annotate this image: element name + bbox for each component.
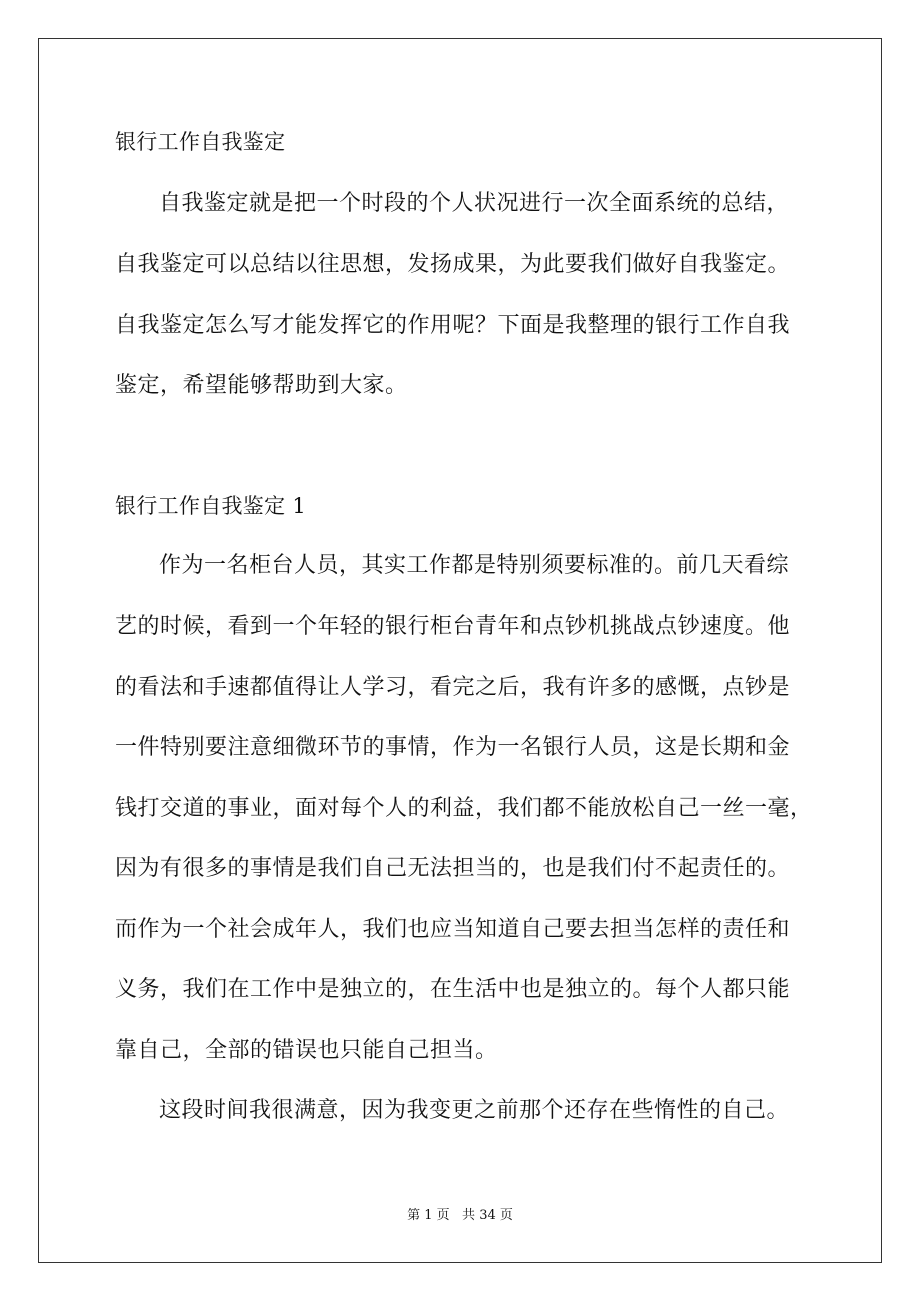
page-border xyxy=(38,38,882,1263)
intro-line: 自我鉴定怎么写才能发挥它的作用呢？下面是我整理的银行工作自我 xyxy=(115,313,791,338)
section-title: 银行工作自我鉴定 1 xyxy=(115,494,307,518)
paragraph-line: 靠自己，全部的错误也只能自己担当。 xyxy=(115,1038,498,1063)
paragraph-line: 艺的时候，看到一个年轻的银行柜台青年和点钞机挑战点钞速度。他 xyxy=(115,614,791,639)
paragraph-line: 作为一名柜台人员，其实工作都是特别须要标准的。前几天看综 xyxy=(159,553,790,578)
intro-line: 自我鉴定就是把一个时段的个人状况进行一次全面系统的总结， xyxy=(159,191,790,216)
intro-line: 鉴定，希望能够帮助到大家。 xyxy=(115,373,408,398)
paragraph-line: 钱打交道的事业，面对每个人的利益，我们都不能放松自己一丝一毫， xyxy=(115,796,813,821)
paragraph-line: 义务，我们在工作中是独立的，在生活中也是独立的。每个人都只能 xyxy=(115,977,791,1002)
paragraph-line: 的看法和手速都值得让人学习，看完之后，我有许多的感慨，点钞是 xyxy=(115,675,791,700)
paragraph-line: 而作为一个社会成年人，我们也应当知道自己要去担当怎样的责任和 xyxy=(115,917,791,942)
document-title: 银行工作自我鉴定 xyxy=(115,130,286,154)
paragraph-line: 一件特别要注意细微环节的事情，作为一名银行人员，这是长期和金 xyxy=(115,735,791,760)
paragraph-line: 这段时间我很满意，因为我变更之前那个还存在些惰性的自己。 xyxy=(159,1098,790,1123)
intro-line: 自我鉴定可以总结以往思想，发扬成果，为此要我们做好自我鉴定。 xyxy=(115,252,791,277)
page-number: 第 1 页 共 34 页 xyxy=(407,1208,513,1223)
paragraph-line: 因为有很多的事情是我们自己无法担当的，也是我们付不起责任的。 xyxy=(115,856,791,881)
